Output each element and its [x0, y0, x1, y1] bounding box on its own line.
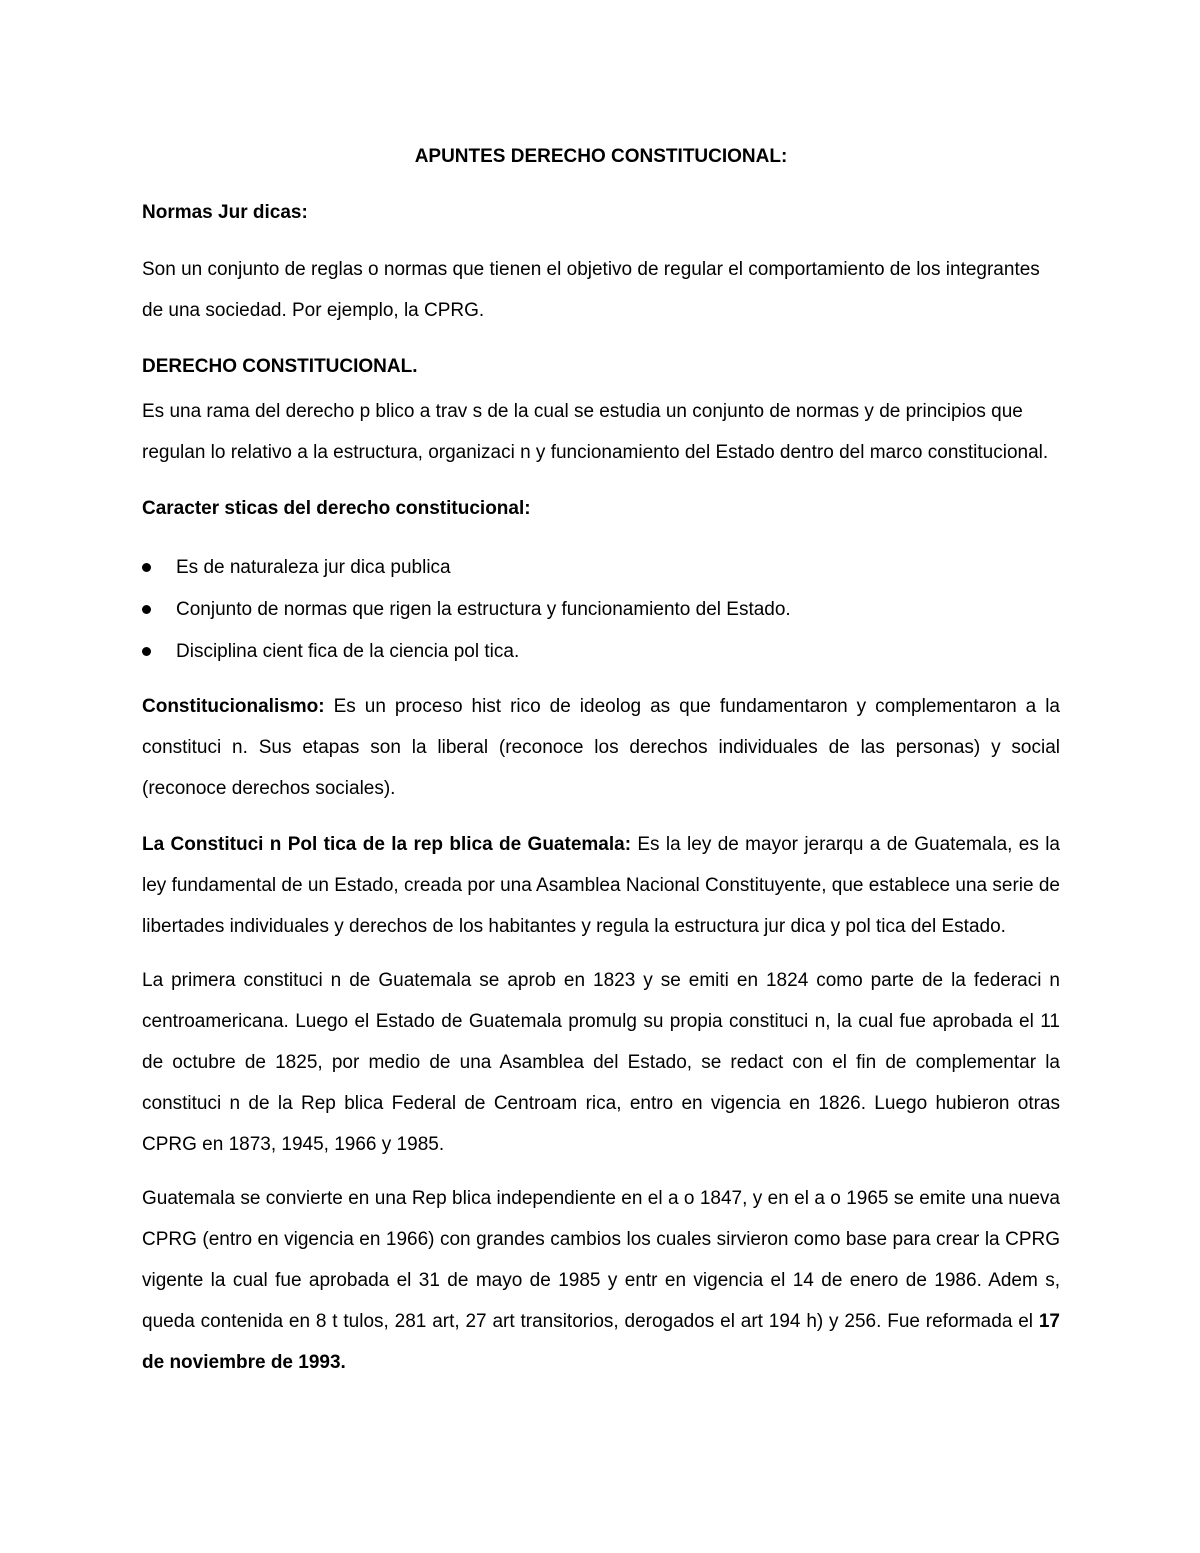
- list-item-text: Es de naturaleza jur dica publica: [176, 557, 451, 578]
- caracteristicas-list: [142, 547, 1060, 673]
- bullet-icon: [142, 647, 151, 656]
- bullet-icon: [142, 563, 151, 572]
- constitucion-text: Es la ley de mayor jerarqu a de Guatemala, es la ley fundamental de un Estado, creada por una Asamblea Nacional Constituyente, que establece una serie de libertades individuales y derechos de los habitantes y regula la estructura jur dica y pol tica del Estado.: [142, 834, 1060, 937]
- caracteristicas-heading: Caracter sticas del derecho constitucional:: [142, 498, 531, 519]
- bullet-icon: [142, 605, 151, 614]
- republica-paragraph: [142, 1178, 1060, 1383]
- constitucionalismo-label: Constitucionalismo:: [142, 696, 325, 717]
- derecho-heading: DERECHO CONSTITUCIONAL.: [142, 356, 418, 377]
- list-item: [142, 547, 1060, 589]
- list-item: [142, 589, 1060, 631]
- constitucion-paragraph: [142, 824, 1060, 947]
- historia-paragraph: La primera constituci n de Guatemala se aprob en 1823 y se emiti en 1824 como parte de la federaci n centroamericana. Luego el Estado de Guatemala promulg su propia constituci n, la cual fue aprobada el 11 de octubre de 1825, por medio de una Asamblea del Estado, se redact con el fin de complementar la constituci n de la Rep blica Federal de Centroam rica, entro en vigencia en 1826. Luego hubieron otras CPRG en 1873, 1945, 1966 y 1985.: [142, 970, 1060, 1155]
- derecho-paragraph: Es una rama del derecho p blico a trav s de la cual se estudia un conjunto de normas y de principios que regulan lo relativo a la estructura, organizaci n y funcionamiento del Estado dentro del marco constitucional.: [142, 401, 1049, 463]
- normas-paragraph: Son un conjunto de reglas o normas que tienen el objetivo de regular el comportamiento de los integrantes de una sociedad. Por ejemplo, la CPRG.: [142, 259, 1040, 321]
- list-item-text: Disciplina cient fica de la ciencia pol tica.: [176, 641, 520, 662]
- normas-heading: Normas Jur dicas:: [142, 202, 308, 223]
- republica-text: Guatemala se convierte en una Rep blica independiente en el a o 1847, y en el a o 1965 se emite una nueva CPRG (entro en vigencia en 1966) con grandes cambios los cuales sirvieron como base para crear la CPRG vigente la cual fue aprobada el 31 de mayo de 1985 y entr en vigencia el 14 de enero de 1986. Adem s, queda contenida en 8 t tulos, 281 art, 27 art transitorios, derogados el art 194 h) y 256. Fue reformada el: [142, 1188, 1060, 1332]
- constitucionalismo-paragraph: [142, 686, 1060, 809]
- document-page: [142, 0, 1060, 1553]
- document-title: APUNTES DERECHO CONSTITUCIONAL:: [414, 146, 788, 167]
- reforma-date: 17 de noviembre de 1993.: [142, 1311, 1060, 1373]
- constitucion-label: La Constituci n Pol tica de la rep blica de Guatemala:: [142, 834, 632, 855]
- constitucionalismo-text: Es un proceso hist rico de ideolog as que fundamentaron y complementaron a la constituci n. Sus etapas son la liberal (reconoce los derechos individuales de las personas) y social (reconoce derechos sociales).: [142, 696, 1060, 799]
- list-item-text: Conjunto de normas que rigen la estructura y funcionamiento del Estado.: [176, 599, 791, 620]
- list-item: [142, 631, 1060, 673]
